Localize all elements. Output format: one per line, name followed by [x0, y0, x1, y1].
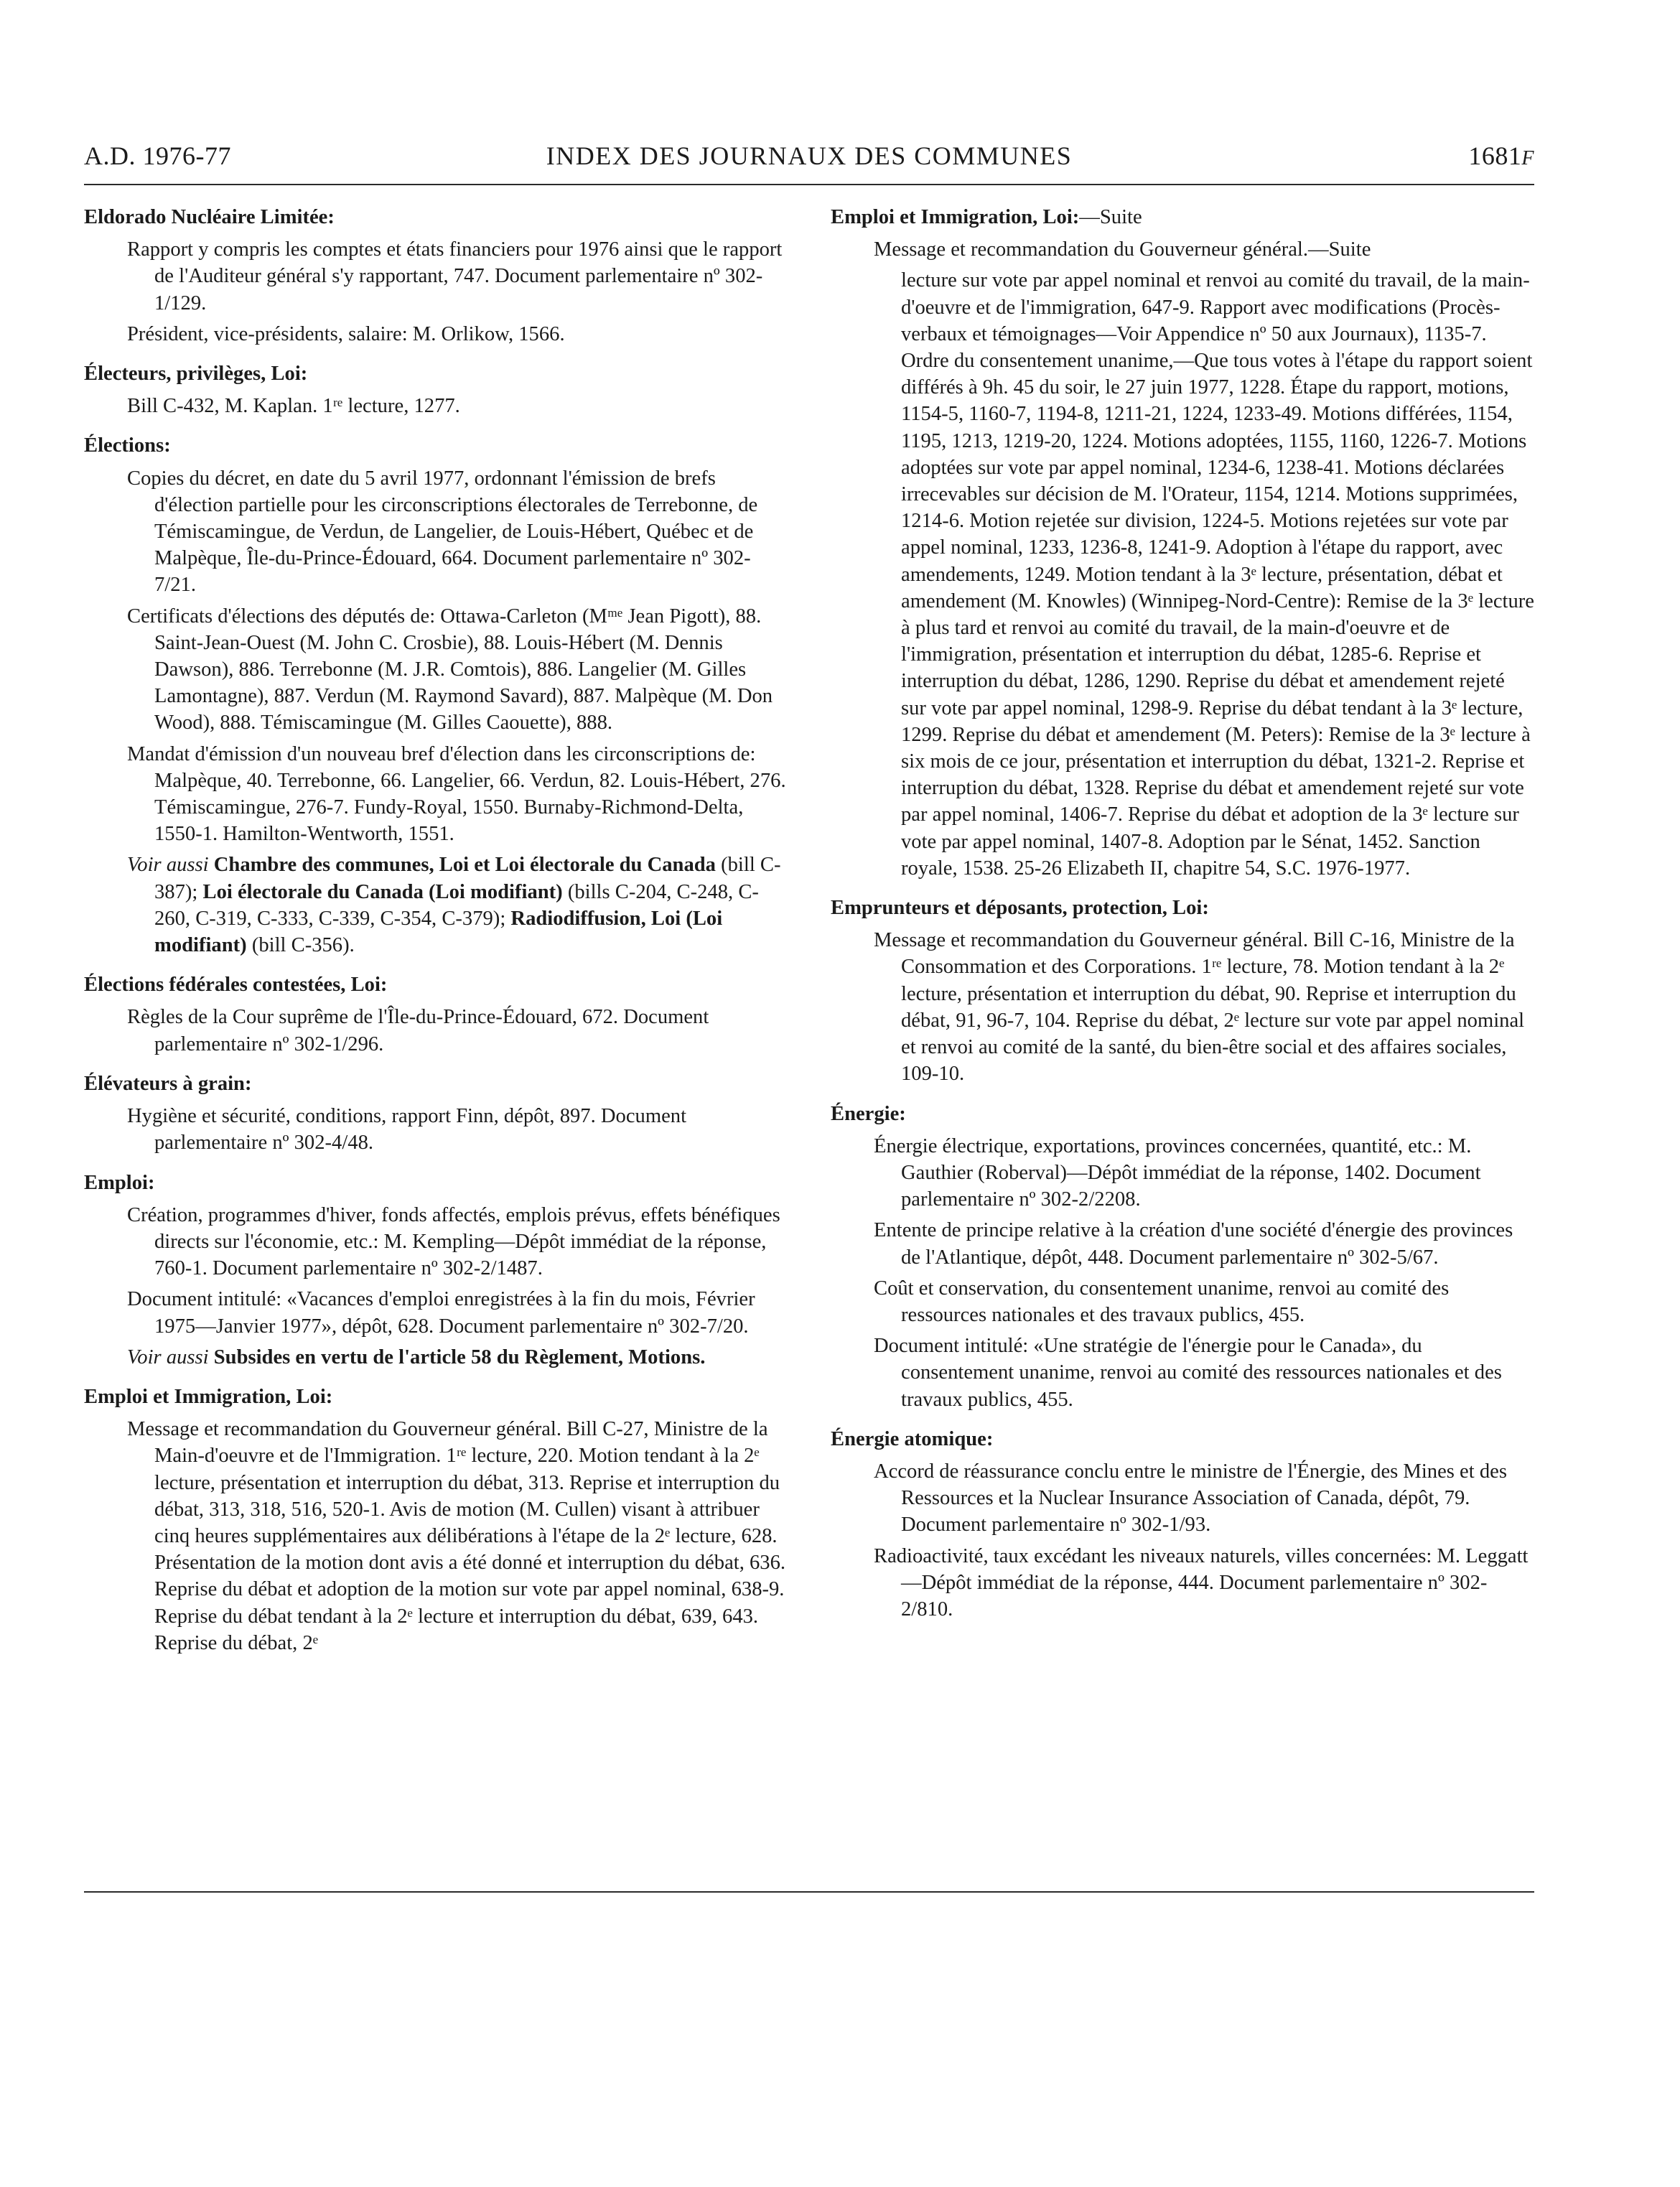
- index-entry: [84, 432, 788, 959]
- entry-heading: Élections fédérales contestées, Loi:: [84, 974, 388, 997]
- entry-item: Hygiène et sécurité, conditions, rapport Finn, dépôt, 897. Document parlementaire nº 302-4/48.: [127, 1105, 687, 1155]
- see-also-ref: Radiodiffusion, Loi (Loi modifiant): [154, 907, 723, 957]
- index-entry: [831, 1426, 1534, 1623]
- left-column: [84, 204, 788, 1669]
- entry-item: Message et recommandation du Gouverneur général.—Suite: [874, 238, 1371, 261]
- right-column: [831, 204, 1534, 1636]
- see-also: [127, 1344, 788, 1371]
- entry-heading: Élévateurs à grain:: [84, 1072, 252, 1095]
- entry-item: Entente de principe relative à la création d'une société d'énergie des provinces de l'Atlantique, dépôt, 448. Document parlementaire nº 302-5/67.: [874, 1219, 1513, 1269]
- entry-heading: Emploi et Immigration, Loi:: [84, 1385, 333, 1408]
- index-entry: [84, 1071, 788, 1157]
- see-also-text: (bill C-356).: [246, 934, 355, 957]
- entry-item: Rapport y compris les comptes et états financiers pour 1976 ainsi que le rapport de l'Auditeur général s'y rapportant, 747. Document parlementaire nº 302-1/129.: [127, 238, 783, 314]
- page-number: 1681F: [1468, 141, 1534, 170]
- index-entry: [831, 204, 1534, 882]
- index-entry: [84, 1384, 788, 1656]
- entry-heading: Eldorado Nucléaire Limitée:: [84, 206, 335, 228]
- entry-item: Accord de réassurance conclu entre le ministre de l'Énergie, des Mines et des Ressources et la Nuclear Insurance Association of Canada, dépôt, 79. Document parlementaire nº 302-1/93.: [874, 1460, 1507, 1537]
- entry-item: Mandat d'émission d'un nouveau bref d'élection dans les circonscriptions de: Malpèque, 40. Terrebonne, 66. Langelier, 66. Verdun, 82. Louis-Hébert, 276. Témiscamingue, 276-7. Fundy-Royal, 1550. Burnaby-Richmond-Delta, 1550-1. Hamilton-Wentworth, 1551.: [127, 742, 786, 846]
- entry-continuation: lecture sur vote par appel nominal et renvoi au comité du travail, de la main-d'oeuvre et de l'immigration, 647-9. Rapport avec modifications (Procès-verbaux et témoignages—Voir Appendice nº 50 aux Journaux), 1135-7. Ordre du consentement unanime,—Que tous votes à l'étape du rapport soient différés à 9h. 45 du soir, le 27 juin 1977, 1228. Étape du rapport, motions, 1154-5, 1160-7, 1194-8, 1211-21, 1224, 1233-49. Motions différées, 1154, 1195, 1213, 1219-20, 1224. Motions adoptées, 1155, 1160, 1226-7. Motions adoptées sur vote par appel nominal, 1234-6, 1238-41. Motions déclarées irrecevables sur décision de M. l'Orateur, 1154, 1214. Motions supprimées, 1214-6. Motion rejetée sur division, 1224-5. Motions rejetées sur vote par appel nominal, 1233, 1236-8, 1241-9. Adoption à l'étape du rapport, avec amendements, 1249. Motion tendant à la 3ᵉ lecture, présentation, débat et amendement (M. Knowles) (Winnipeg-Nord-Centre): Remise de la 3ᵉ lecture à plus tard et renvoi au comité du travail, de la main-d'oeuvre et de l'immigration, présentation et interruption du débat, 1285-6. Reprise et interruption du débat, 1286, 1290. Reprise du débat et amendement rejeté sur vote par appel nominal, 1298-9. Reprise du débat tendant à la 3ᵉ lecture, 1299. Reprise du débat et amendement (M. Peters): Remise de la 3ᵉ lecture à six mois de ce jour, présentation et interruption du débat, 1321-2. Reprise et interruption du débat, 1328. Reprise du débat et amendement rejeté sur vote par appel nominal, 1406-7. Reprise du débat et adoption de la 3ᵉ lecture sur vote par appel nominal, 1407-8. Adoption par le Sénat, 1452. Sanction royale, 1538. 25-26 Elizabeth II, chapitre 54, S.C. 1976-1977.: [901, 269, 1534, 880]
- see-also-text: (bill C-387);: [154, 854, 781, 903]
- entry-item: Document intitulé: «Une stratégie de l'énergie pour le Canada», du consentement unanime, renvoi au comité des ressources nationales et des travaux publics, 455.: [874, 1335, 1502, 1411]
- entry-heading: Emploi:: [84, 1171, 155, 1194]
- index-entry: [831, 895, 1534, 1087]
- see-also-label: Voir aussi: [127, 854, 209, 877]
- heading-suffix: —Suite: [1079, 206, 1142, 228]
- running-header: [84, 141, 1534, 185]
- entry-item: Bill C-432, M. Kaplan. 1ʳᵉ lecture, 1277.: [127, 395, 460, 418]
- see-also-text: (bills C-204, C-248, C-260, C-319, C-333, C-339, C-354, C-379);: [154, 880, 759, 930]
- see-also-label: Voir aussi: [127, 1346, 209, 1368]
- see-also-ref: Chambre des communes, Loi et Loi électorale du Canada: [213, 854, 716, 877]
- entry-item: Création, programmes d'hiver, fonds affectés, emplois prévus, effets bénéfiques directs sur l'économie, etc.: M. Kempling—Dépôt immédiat de la réponse, 760-1. Document parlementaire nº 302-2/1487.: [127, 1203, 780, 1280]
- entry-item: Document intitulé: «Vacances d'emploi enregistrées à la fin du mois, Février 1975—Janvier 1977», dépôt, 628. Document parlementaire nº 302-7/20.: [127, 1288, 755, 1338]
- entry-item: Radioactivité, taux excédant les niveaux naturels, villes concernées: M. Leggatt—Dépôt immédiat de la réponse, 444. Document parlementaire nº 302-2/810.: [874, 1544, 1529, 1621]
- entry-item: Coût et conservation, du consentement unanime, renvoi au comité des ressources nationales et des travaux publics, 455.: [874, 1277, 1450, 1326]
- entry-item: Message et recommandation du Gouverneur général. Bill C-27, Ministre de la Main-d'oeuvre et de l'Immigration. 1ʳᵉ lecture, 220. Motion tendant à la 2ᵉ lecture, présentation et interruption du débat, 313. Reprise et interruption du débat, 313, 318, 516, 520-1. Avis de motion (M. Cullen) visant à attribuer cinq heures supplémentaires aux délibérations à l'étape de la 2ᵉ lecture, 628. Présentation de la motion dont avis a été donné et interruption du débat, 636. Reprise du débat et adoption de la motion sur vote par appel nominal, 638-9. Reprise du débat tendant à la 2ᵉ lecture et interruption du débat, 639, 643. Reprise du débat, 2ᵉ: [127, 1418, 786, 1654]
- entry-heading: Emprunteurs et déposants, protection, Loi:: [831, 897, 1209, 920]
- footer-rule: [84, 1891, 1534, 1893]
- see-also-ref: Loi électorale du Canada (Loi modifiant): [202, 880, 563, 903]
- entry-heading: Élections:: [84, 434, 171, 457]
- index-entry: [84, 971, 788, 1058]
- entry-heading: Électeurs, privilèges, Loi:: [84, 363, 308, 386]
- entry-item: Certificats d'élections des députés de: Ottawa-Carleton (Mᵐᵉ Jean Pigott), 88. Saint-Jean-Ouest (M. John C. Crosbie), 88. Louis-Hébert (M. Dennis Dawson), 886. Terrebonne (M. J.R. Comtois), 886. Langelier (M. Gilles Lamontagne), 887. Verdun (M. Raymond Savard), 887. Malpèque (M. Don Wood), 888. Témiscamingue (M. Gilles Caouette), 888.: [127, 605, 773, 735]
- entry-item: Message et recommandation du Gouverneur général. Bill C-16, Ministre de la Consommation et des Corporations. 1ʳᵉ lecture, 78. Motion tendant à la 2ᵉ lecture, présentation et interruption du débat, 90. Reprise et interruption du débat, 91, 96-7, 104. Reprise du débat, 2ᵉ lecture sur vote par appel nominal et renvoi au comité de la santé, du bien-être social et des affaires sociales, 109-10.: [874, 929, 1525, 1086]
- entry-heading: Emploi et Immigration, Loi:—Suite: [831, 206, 1142, 228]
- page-suffix: F: [1521, 147, 1534, 169]
- index-entry: [84, 360, 788, 419]
- see-also-ref: Subsides en vertu de l'article 58 du Règlement, Motions.: [213, 1346, 706, 1368]
- header-year: A.D. 1976-77: [84, 141, 231, 170]
- see-also: [127, 852, 788, 959]
- entry-item: Énergie électrique, exportations, provinces concernées, quantité, etc.: M. Gauthier (Roberval)—Dépôt immédiat de la réponse, 1402. Document parlementaire nº 302-2/2208.: [874, 1134, 1481, 1211]
- header-title: INDEX DES JOURNAUX DES COMMUNES: [546, 141, 1073, 170]
- index-entry: [84, 204, 788, 348]
- index-entry: [84, 1170, 788, 1371]
- entry-item: Copies du décret, en date du 5 avril 1977, ordonnant l'émission de brefs d'élection partielle pour les circonscriptions électorales de Terrebonne, de Témiscamingue, de Verdun, de Langelier, de Louis-Hébert, Québec et de Malpèque, Île-du-Prince-Édouard, 664. Document parlementaire nº 302-7/21.: [127, 467, 758, 597]
- entry-item: Règles de la Cour suprême de l'Île-du-Prince-Édouard, 672. Document parlementaire nº 302-1/296.: [127, 1006, 709, 1055]
- entry-heading: Énergie atomique:: [831, 1427, 994, 1450]
- header-rule: [84, 184, 1534, 185]
- entry-item: Président, vice-présidents, salaire: M. Orlikow, 1566.: [127, 322, 565, 345]
- index-entry: [831, 1101, 1534, 1413]
- entry-heading: Énergie:: [831, 1102, 906, 1125]
